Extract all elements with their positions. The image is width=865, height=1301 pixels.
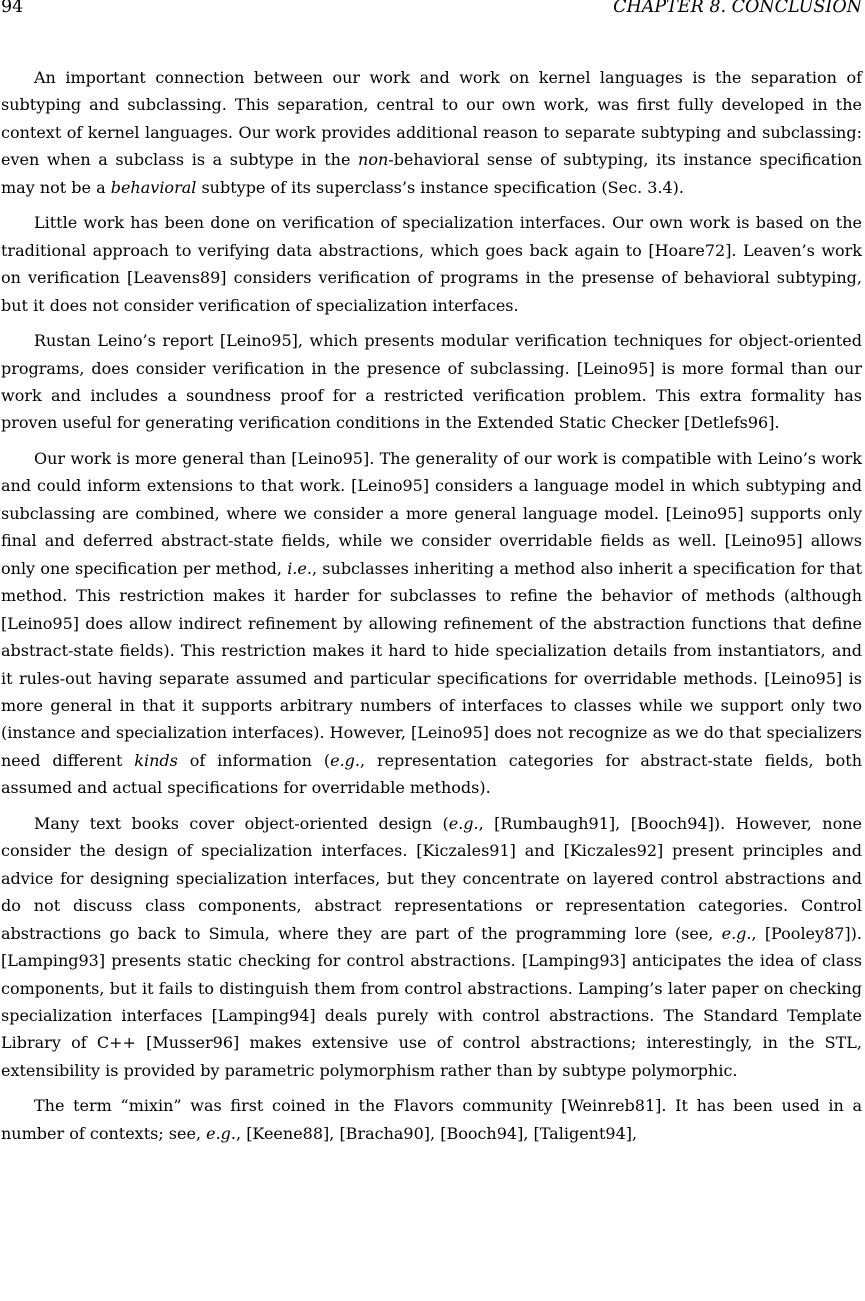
chapter-title: CHAPTER 8. CONCLUSION <box>613 0 862 17</box>
text-run: Little work has been done on verification of specialization interfaces. Our own work is based on the traditional approach to verifying data abstractions, which goes back again to [Hoare72]. Leaven’s work on verification [Leavens89] considers verification of programs in the presense of behavioral subtyping, but it does not consider verification of specialization interfaces. <box>1 213 862 315</box>
emphasis-run: behavioral <box>110 177 197 197</box>
text-run: Many text books cover object-oriented design ( <box>34 813 449 833</box>
body-text <box>1 64 862 1147</box>
paragraph-leino-report <box>1 327 862 437</box>
text-run: , [Rumbaugh91], [Booch94]). However, none consider the design of specialization interfaces. [Kiczales91] and [Kiczales92] present principles and advice for designing specialization interfaces, but they concentrate on layered control abstractions and do not discuss class components, abstract representations or representation categories. Control abstractions go back to Simula, where they are part of the programming lore (see, <box>1 813 863 943</box>
emphasis-run: e.g. <box>721 923 752 943</box>
paragraph-generality <box>1 445 862 802</box>
text-run: of information ( <box>177 750 331 770</box>
emphasis-run: e.g. <box>448 813 479 833</box>
text-run: , subclasses inheriting a method also inherit a specification for that method. This restriction makes it harder for subclasses to refine the behavior of methods (although [Leino95] does allow indirect refinement by allowing refinement of the abstraction functions that define abstract-state fields). This restriction makes it hard to hide specialization details from instantiators, and it rules-out having separate assumed and particular specifications for overridable methods. [Leino95] is more general in that it supports arbitrary numbers of interfaces to classes while we support only two (instance and specialization interfaces). However, [Leino95] does not recognize as we do that specializers need different <box>1 558 863 770</box>
emphasis-run: kinds <box>134 750 178 770</box>
text-run: Rustan Leino’s report [Leino95], which presents modular verification techniques for object-oriented programs, does consider verification in the presence of subclassing. [Leino95] is more formal than our work and includes a soundness proof for a restricted verification problem. This extra formality has proven useful for generating verification conditions in the Extended Static Checker [Detlefs96]. <box>1 331 862 433</box>
text-run: , representation categories for abstract-state fields, both assumed and actual specifications for overridable methods). <box>1 750 863 798</box>
text-run: subtype of its superclass’s instance specification (Sec. 3.4). <box>196 177 685 197</box>
text-run: Our work is more general than [Leino95]. The generality of our work is compatible with Leino’s work and could inform extensions to that work. [Leino95] considers a language model in which subtyping and subclassing are combined, where we consider a more general language model. [Leino95] supports only final and deferred abstract-state fields, while we consider overridable fields as well. [Leino95] allows only one specification per method, <box>1 448 862 578</box>
text-run: , [Keene88], [Bracha90], [Booch94], [Taligent94], <box>236 1123 638 1143</box>
page-number: 94 <box>1 0 24 17</box>
text-run: , [Pooley87]). [Lamping93] presents static checking for control abstractions. [Lamping93] anticipates the idea of class components, but it fails to distinguish them from control abstractions. Lamping’s later paper on checking specialization interfaces [Lamping94] deals purely with control abstractions. The Standard Template Library of C++ [Musser96] makes extensive use of control abstractions; interestingly, in the STL, extensibility is provided by parametric polymorphism rather than by subtype polymorphic. <box>1 923 862 1080</box>
paragraph-text-books <box>1 810 862 1085</box>
emphasis-run: e.g. <box>330 750 360 770</box>
emphasis-run: i.e. <box>287 558 312 578</box>
paragraph-mixin <box>1 1092 862 1147</box>
paragraph-verification <box>1 209 862 319</box>
text-run: The term “mixin” was first coined in the Flavors community [Weinreb81]. It has been used in a number of contexts; see, <box>1 1096 862 1143</box>
paragraph-subtyping-separation <box>1 64 862 201</box>
emphasis-run: e.g. <box>206 1123 237 1143</box>
running-header <box>1 0 862 24</box>
text-run: -behavioral sense of subtyping, its instance specification may not be a <box>1 150 862 197</box>
emphasis-run: non <box>358 150 389 170</box>
text-run: An important connection between our work and work on kernel languages is the separation of subtyping and subclassing. This separation, central to our own work, was first fully developed in the context of kernel languages. Our work provides additional reason to separate subtyping and subclassing: even when a subclass is a subtype in the <box>1 68 862 170</box>
